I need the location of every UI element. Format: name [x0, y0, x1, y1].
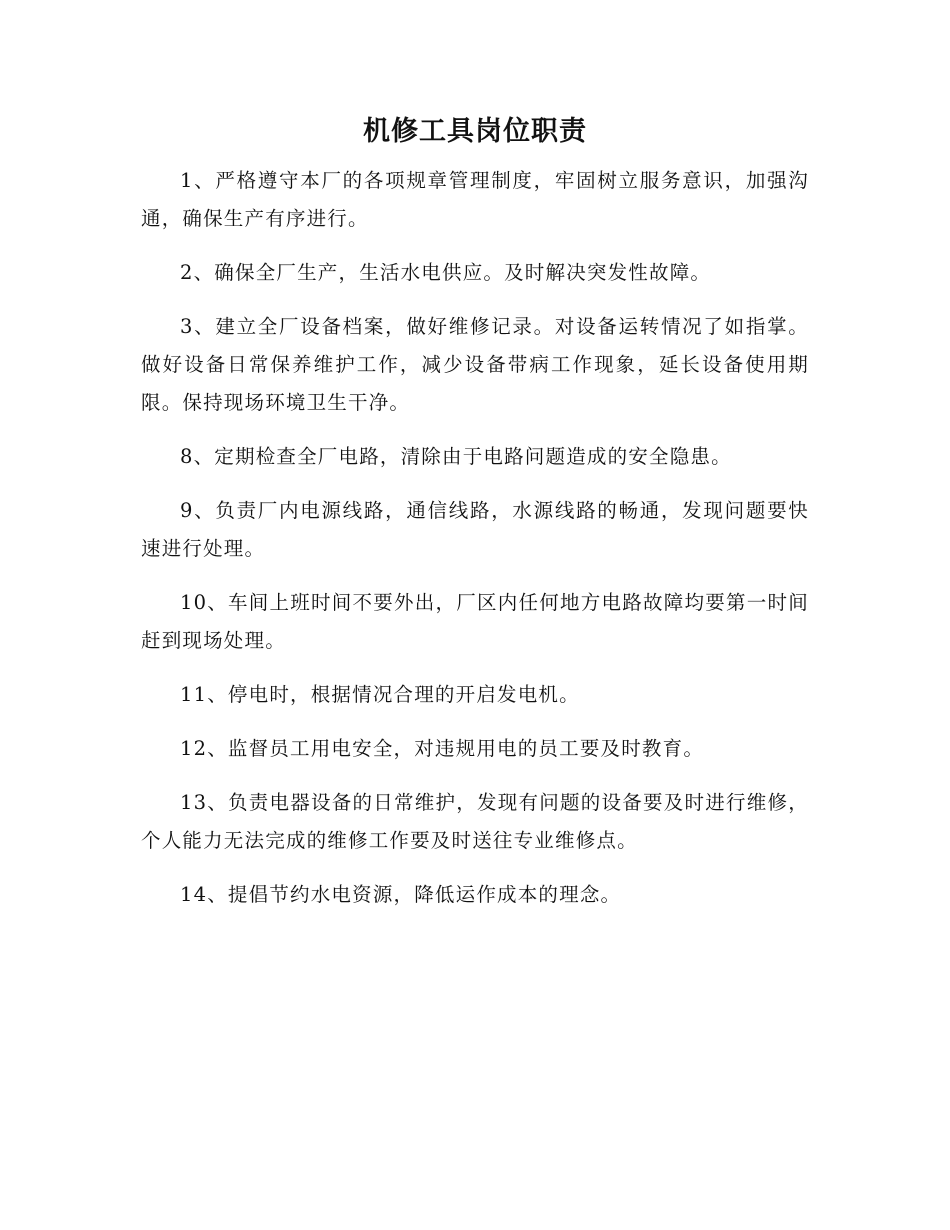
duty-paragraph-14: 14、提倡节约水电资源，降低运作成本的理念。 — [180, 883, 622, 906]
duty-paragraph-9: 9、负责厂内电源线路，通信线路，水源线路的畅通，发现问题要快速进行处理。 — [141, 499, 809, 560]
duty-paragraph-13: 13、负责电器设备的日常维护，发现有问题的设备要及时进行维修，个人能力无法完成的维修工作要及时送往专业维修点。 — [141, 791, 809, 852]
duty-paragraph-2: 2、确保全厂生产，生活水电供应。及时解决突发性故障。 — [180, 261, 712, 284]
document-title: 机修工具岗位职责 — [363, 116, 587, 147]
duty-paragraph-11: 11、停电时，根据情况合理的开启发电机。 — [180, 683, 580, 706]
duty-paragraph-8: 8、定期检查全厂电路，清除由于电路问题造成的安全隐患。 — [180, 445, 732, 468]
duty-paragraph-1: 1、严格遵守本厂的各项规章管理制度，牢固树立服务意识，加强沟通，确保生产有序进行。 — [141, 169, 809, 230]
document-body — [141, 162, 809, 930]
duty-paragraph-12: 12、监督员工用电安全，对违规用电的员工要及时教育。 — [180, 737, 705, 760]
duty-paragraph-3: 3、建立全厂设备档案，做好维修记录。对设备运转情况了如指掌。做好设备日常保养维护工作，减少设备带病工作现象，延长设备使用期限。保持现场环境卫生干净。 — [141, 315, 809, 414]
duty-paragraph-10: 10、车间上班时间不要外出，厂区内任何地方电路故障均要第一时间赶到现场处理。 — [141, 591, 809, 652]
